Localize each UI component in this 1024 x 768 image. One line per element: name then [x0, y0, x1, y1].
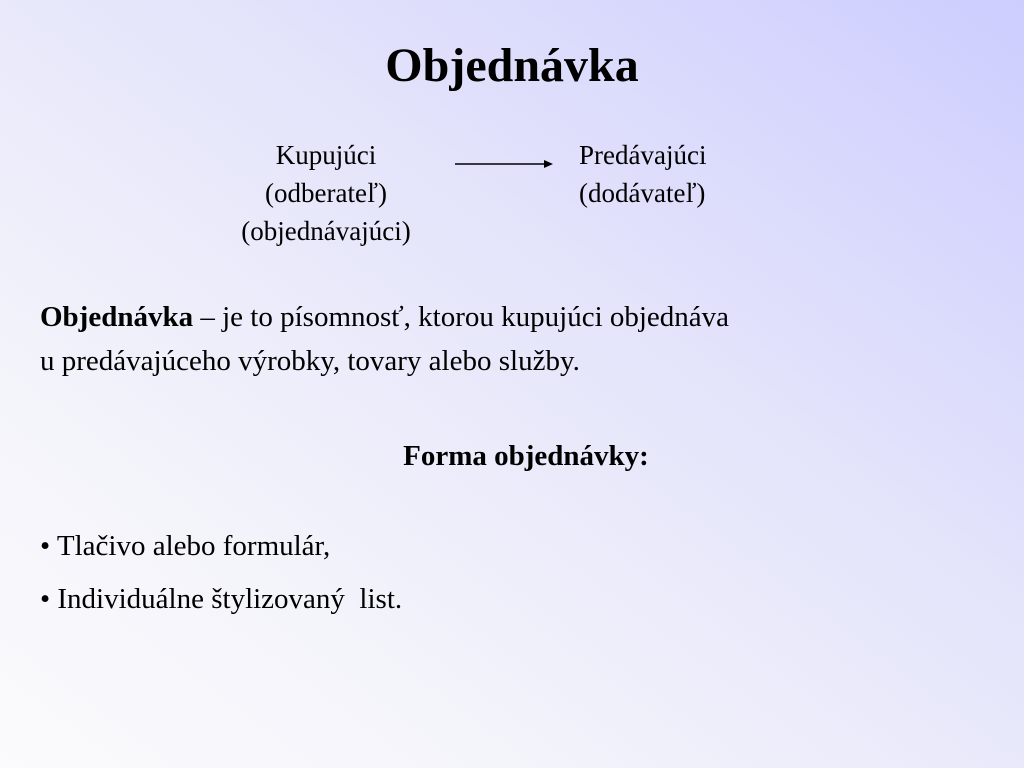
definition-text-1: – je to písomnosť, ktorou kupujúci objednáva	[193, 301, 730, 333]
buyer-label: Kupujúci	[275, 140, 377, 170]
form-list	[40, 526, 402, 632]
definition-line-1	[40, 295, 1000, 339]
definition-term: Objednávka	[40, 301, 194, 333]
arrow-right-icon	[455, 157, 555, 171]
buyer-alias-odberatel: (odberateľ)	[265, 178, 387, 208]
definition-text-2: u predávajúceho výrobky, tovary alebo služby.	[40, 345, 580, 377]
seller-block	[579, 136, 706, 212]
list-item: • Individuálne štylizovaný list.	[40, 583, 403, 615]
seller-label: Predávajúci	[579, 140, 707, 170]
definition-paragraph	[40, 295, 1000, 383]
seller-alias-dodavatel: (dodávateľ)	[579, 178, 706, 208]
form-heading: Forma objednávky:	[403, 440, 649, 472]
buyer-block	[196, 136, 456, 250]
buyer-alias-objednavajuci: (objednávajúci)	[241, 216, 411, 246]
list-item: • Tlačivo alebo formulár,	[40, 530, 331, 562]
slide-title: Objednávka	[385, 39, 639, 92]
